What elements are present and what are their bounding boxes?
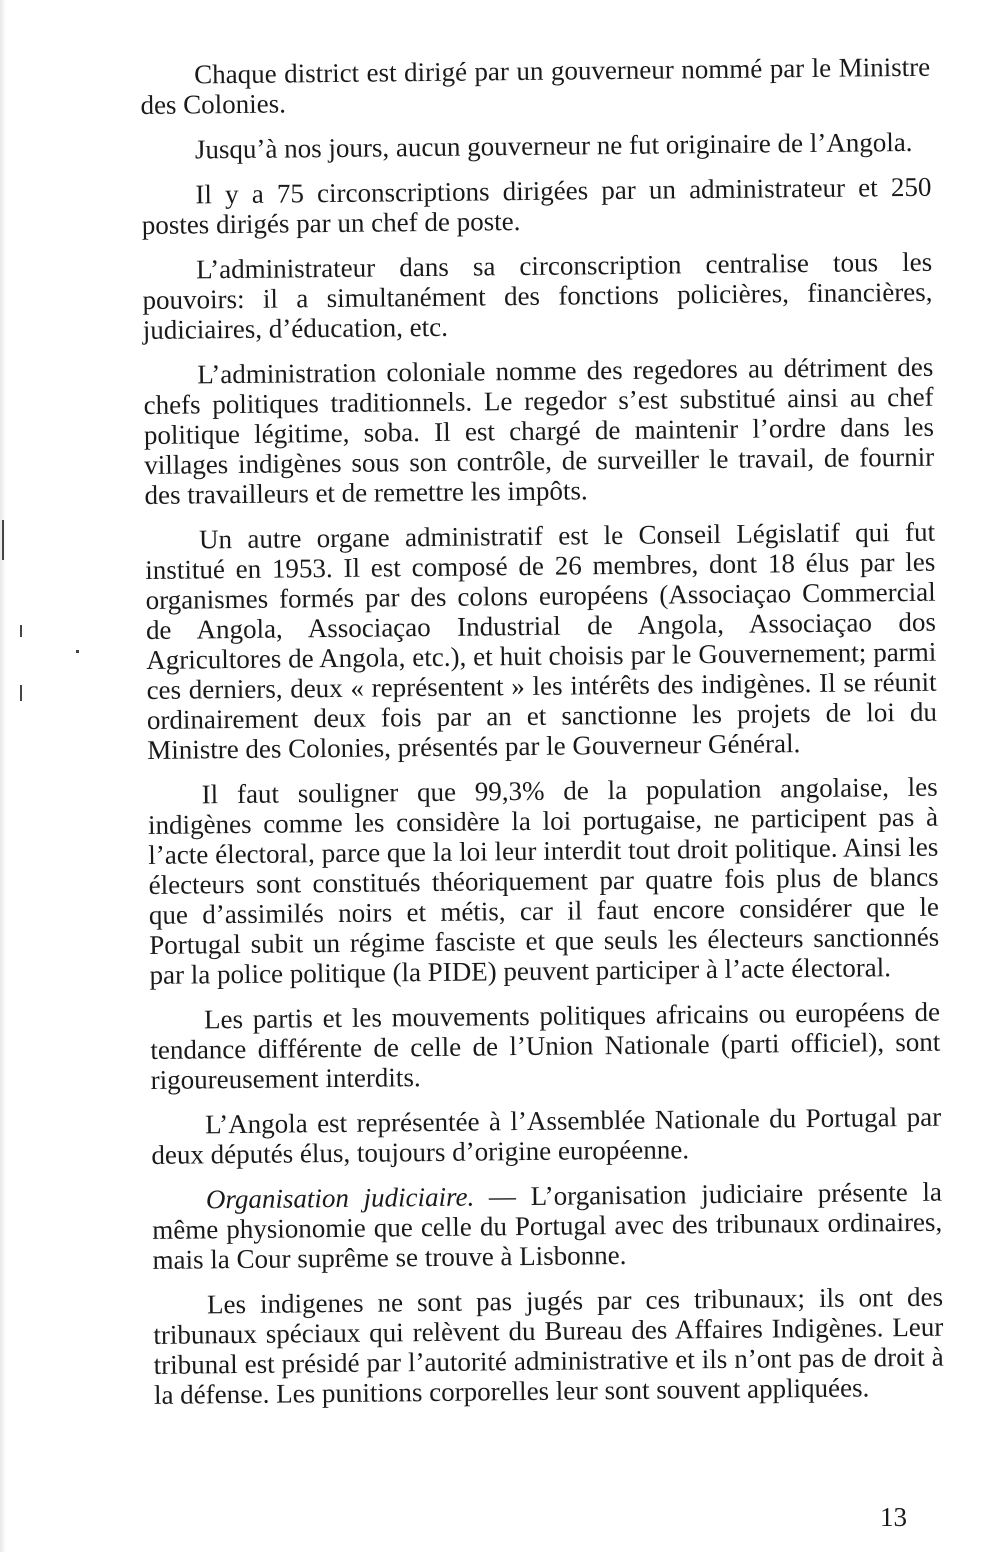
paragraph: L’administrateur dans sa circonscription centralise tous les pouvoirs: il a simultanément des fonctions policières, financières, judiciaires, d’éducation, etc.	[142, 246, 933, 345]
paragraph: Les partis et les mouvements politiques africains ou européens de tendance différente de celle de l’Union Nationale (parti officiel), sont rigoureusement interdits.	[150, 996, 941, 1095]
margin-mark	[2, 520, 4, 560]
page-body	[140, 52, 944, 1425]
page-number: 13	[880, 1502, 907, 1532]
margin-mark	[20, 625, 22, 637]
paragraph: Il faut souligner que 99,3% de la population angolaise, les indigènes comme les considère la loi portugaise, ne participent pas à l’acte électoral, parce que la loi leur interdit tout droit politique. Ainsi les électeurs sont constitués théoriquement par quatre fois plus de blancs que d’assimilés noirs et métis, car il faut encore considérer que le Portugal subit un régime fasciste et que seuls les électeurs sanctionnés par la police politique (la PIDE) peuvent participer à l’acte électoral.	[147, 771, 940, 990]
paragraph: L’Angola est représentée à l’Assemblée Nationale du Portugal par deux députés élus, toujours d’origine européenne.	[151, 1101, 942, 1170]
section-heading-italic: Organisation judiciaire.	[205, 1181, 475, 1215]
paragraph-judiciary	[152, 1177, 943, 1275]
margin-mark	[20, 685, 22, 701]
scan-edge	[0, 0, 6, 1552]
paragraph: Chaque district est dirigé par un gouverneur nommé par le Ministre des Colonies.	[140, 51, 931, 120]
paragraph: Il y a 75 circonscriptions dirigées par un administrateur et 250 postes dirigés par un chef de poste.	[141, 171, 932, 240]
paragraph-text: — L’organisation judiciaire présente la même physionomie que celle du Portugal avec des tribunaux ordinaires, mais la Cour suprême se trouve à Lisbonne.	[152, 1176, 943, 1275]
paragraph: Jusqu’à nos jours, aucun gouverneur ne fut originaire de l’Angola.	[194, 126, 913, 165]
paragraph: Les indigenes ne sont pas jugés par ces tribunaux; ils ont des tribunaux spéciaux qui relèvent du Bureau des Affaires Indigènes. Leur tribunal est présidé par l’autorité administrative et ils n’ont pas de droit à la défense. Les punitions corporelles leur sont souvent appliquées.	[153, 1281, 944, 1410]
margin-mark	[76, 650, 79, 653]
paragraph: Un autre organe administratif est le Conseil Législatif qui fut institué en 1953. Il est composé de 26 membres, dont 18 élus par les organismes formés par des colons européens (Associaçao Commercial de Angola, Associaçao Industrial de Angola, Associaçao dos Agricultores de Angola, etc.), et huit choisis par le Gouvernement; parmi ces derniers, deux « représentent » les intérêts des indigènes. Il se réunit ordinairement deux fois par an et sanctionne les projets de loi du Ministre des Colonies, présentés par le Gouverneur Général.	[145, 516, 938, 765]
paragraph: L’administration coloniale nomme des regedores au détriment des chefs politiques traditionnels. Le regedor s’est substitué ainsi au chef politique légitime, soba. Il est chargé de maintenir l’ordre dans les villages indigènes sous son contrôle, de surveiller le travail, de fournir des travailleurs et de remettre les impôts.	[143, 351, 935, 510]
